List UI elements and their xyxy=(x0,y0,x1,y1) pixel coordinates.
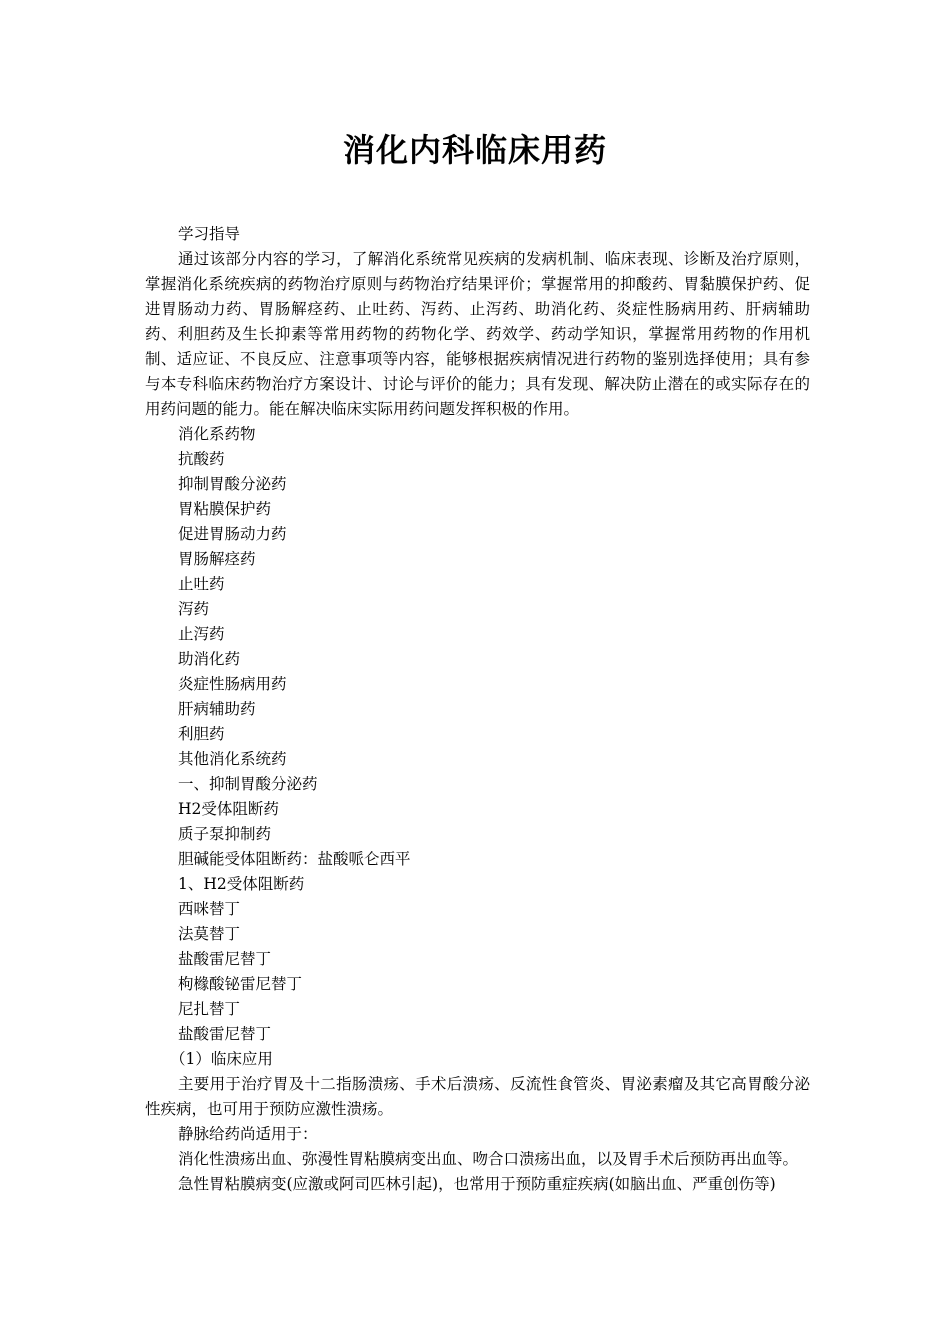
iv-heading: 静脉给药尚适用于： xyxy=(178,1125,318,1143)
list-item: 其他消化系统药 xyxy=(178,750,287,768)
list-item: 炎症性肠病用药 xyxy=(178,675,287,693)
list-item: 泻药 xyxy=(178,600,210,618)
list-item: 胃粘膜保护药 xyxy=(178,500,272,518)
iv-paragraph-1: 消化性溃疡出血、弥漫性胃粘膜病变出血、吻合口溃疡出血，以及胃手术后预防再出血等。 xyxy=(178,1150,799,1168)
study-guide-heading: 学习指导 xyxy=(178,225,241,243)
list-item: 抗酸药 xyxy=(178,450,225,468)
list-item: 法莫替丁 xyxy=(178,925,241,943)
list-item: 肝病辅助药 xyxy=(178,700,256,718)
list-item: 止泻药 xyxy=(178,625,225,643)
iv-paragraph-2: 急性胃粘膜病变(应激或阿司匹林引起)，也常用于预防重症疾病(如脑出血、严重创伤等) xyxy=(178,1175,776,1193)
subsection-heading: 1、H2受体阻断药 xyxy=(178,875,305,893)
list-item: 胃肠解痉药 xyxy=(178,550,256,568)
list-item: 西咪替丁 xyxy=(178,900,241,918)
list-item: 利胆药 xyxy=(178,725,225,743)
list-item: H2受体阻断药 xyxy=(178,800,279,818)
list-item: 盐酸雷尼替丁 xyxy=(178,950,272,968)
list-item: 盐酸雷尼替丁 xyxy=(178,1025,272,1043)
clinical-use-paragraph: 主要用于治疗胃及十二指肠溃疡、手术后溃疡、反流性食管炎、胃泌素瘤及其它高胃酸分泌性疾病，也可用于预防应激性溃疡。 xyxy=(145,1075,810,1118)
clinical-use-heading: （1）临床应用 xyxy=(170,1050,273,1068)
section-heading: 一、抑制胃酸分泌药 xyxy=(178,775,318,793)
drug-categories-heading: 消化系药物 xyxy=(178,425,256,443)
list-item: 质子泵抑制药 xyxy=(178,825,272,843)
intro-paragraph: 通过该部分内容的学习，了解消化系统常见疾病的发病机制、临床表现、诊断及治疗原则，掌握消化系统疾病的药物治疗原则与药物治疗结果评价；掌握常用的抑酸药、胃黏膜保护药、促进胃肠动力药、胃肠解痉药、止吐药、泻药、止泻药、助消化药、炎症性肠病用药、肝病辅助药、利胆药及生长抑素等常用药物的药物化学、药效学、药动学知识，掌握常用药物的作用机制、适应证、不良反应、注意事项等内容，能够根据疾病情况进行药物的鉴别选择使用；具有参与本专科临床药物治疗方案设计、讨论与评价的能力；具有发现、解决防止潜在的或实际存在的用药问题的能力。能在解决临床实际用药问题发挥积极的作用。 xyxy=(145,250,810,418)
list-item: 止吐药 xyxy=(178,575,225,593)
document-body xyxy=(145,222,810,1197)
list-item: 促进胃肠动力药 xyxy=(178,525,287,543)
list-item: 枸橼酸铋雷尼替丁 xyxy=(178,975,303,993)
list-item: 尼扎替丁 xyxy=(178,1000,241,1018)
list-item: 抑制胃酸分泌药 xyxy=(178,475,287,493)
page-title: 消化内科临床用药 xyxy=(342,131,607,169)
list-item: 助消化药 xyxy=(178,650,241,668)
list-item: 胆碱能受体阻断药：盐酸哌仑西平 xyxy=(178,850,411,868)
